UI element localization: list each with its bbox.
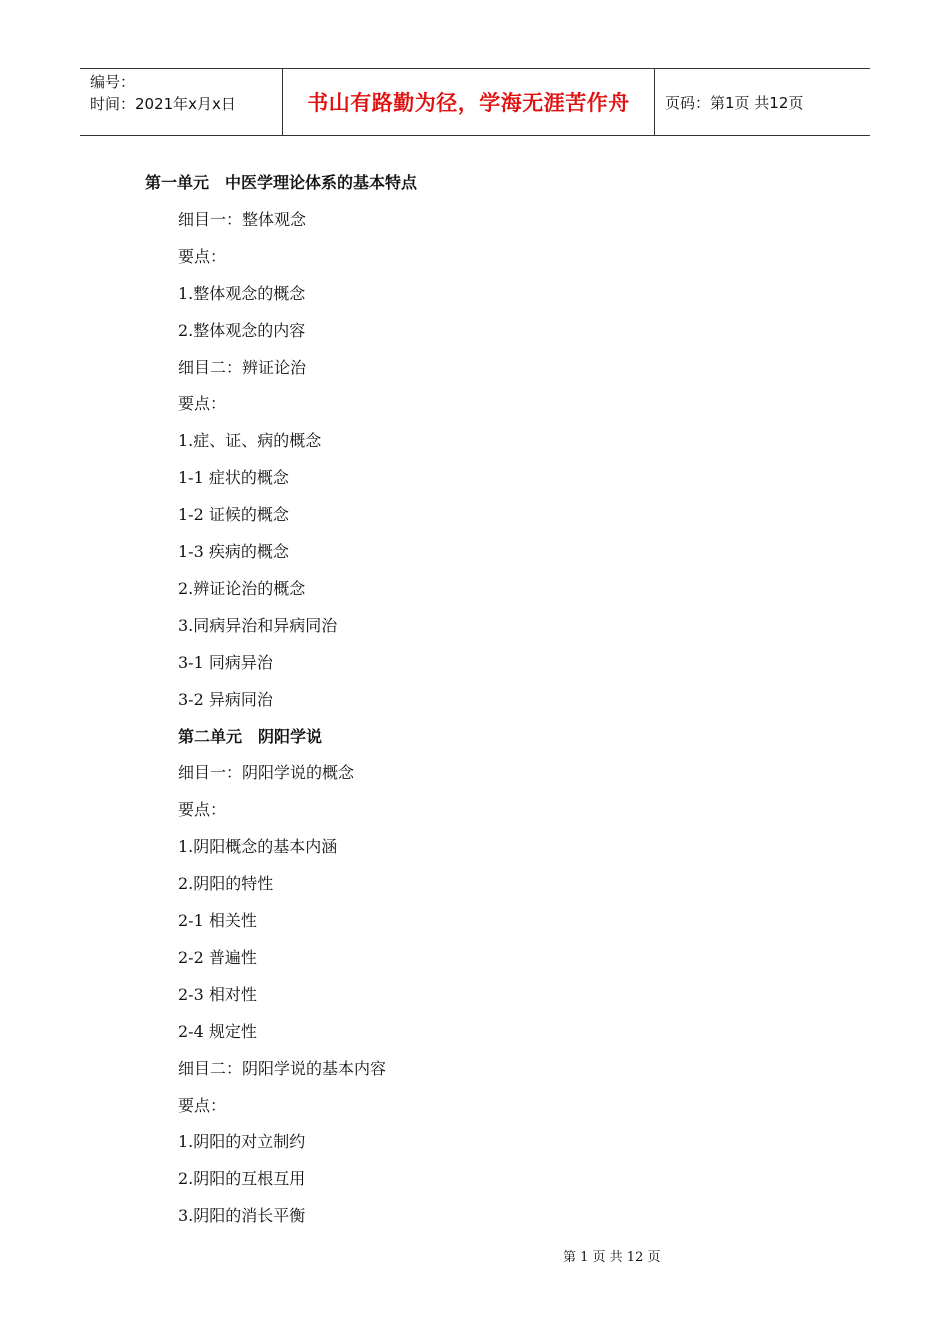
text-line: 细目一：阴阳学说的概念 — [178, 763, 355, 783]
header-page-info: 页码：第1页 共12页 — [665, 93, 804, 112]
text-line: 要点： — [178, 246, 227, 266]
text-line: 要点： — [178, 800, 227, 820]
text-line: 1.阴阳的对立制约 — [178, 1132, 306, 1152]
text-line: 2-3 相对性 — [178, 984, 257, 1004]
text-line: 2.阴阳的特性 — [178, 874, 274, 894]
text-line: 细目一：整体观念 — [178, 209, 307, 229]
page-header — [80, 68, 870, 136]
text-line: 3-1 同病异治 — [178, 652, 273, 672]
text-line: 1-3 疾病的概念 — [178, 542, 289, 561]
text-line: 细目二：辨证论治 — [178, 357, 307, 377]
text-line: 2-1 相关性 — [178, 911, 257, 930]
section-heading: 第二单元 阴阳学说 — [178, 726, 323, 746]
text-line: 3.同病异治和异病同治 — [178, 615, 338, 635]
text-line: 2.整体观念的内容 — [178, 320, 306, 340]
text-line: 要点： — [178, 1095, 227, 1115]
text-line: 3-2 异病同治 — [178, 689, 273, 709]
text-line: 1-2 证候的概念 — [178, 505, 289, 525]
header-meta — [80, 69, 282, 135]
text-line: 2-4 规定性 — [178, 1021, 257, 1041]
time-label: 时间：2021年x月x日 — [90, 95, 236, 113]
text-line: 2.阴阳的互根互用 — [178, 1169, 306, 1189]
text-line: 1.阴阳概念的基本内涵 — [178, 837, 338, 857]
text-line: 1.整体观念的概念 — [178, 283, 306, 303]
text-line: 要点： — [178, 394, 227, 414]
header-motto: 书山有路勤为径，学海无涯苦作舟 — [282, 69, 655, 135]
section-heading: 第一单元 中医学理论体系的基本特点 — [145, 173, 418, 192]
text-line: 3.阴阳的消长平衡 — [178, 1206, 306, 1226]
page-footer: 第 1 页 共 12 页 — [563, 1250, 661, 1265]
text-line: 细目二：阴阳学说的基本内容 — [178, 1058, 387, 1078]
text-line: 1.症、证、病的概念 — [178, 431, 322, 451]
text-line: 2-2 普遍性 — [178, 947, 257, 967]
text-line: 2.辨证论治的概念 — [178, 578, 306, 598]
number-label: 编号： — [90, 73, 136, 91]
text-line: 1-1 症状的概念 — [178, 468, 289, 488]
